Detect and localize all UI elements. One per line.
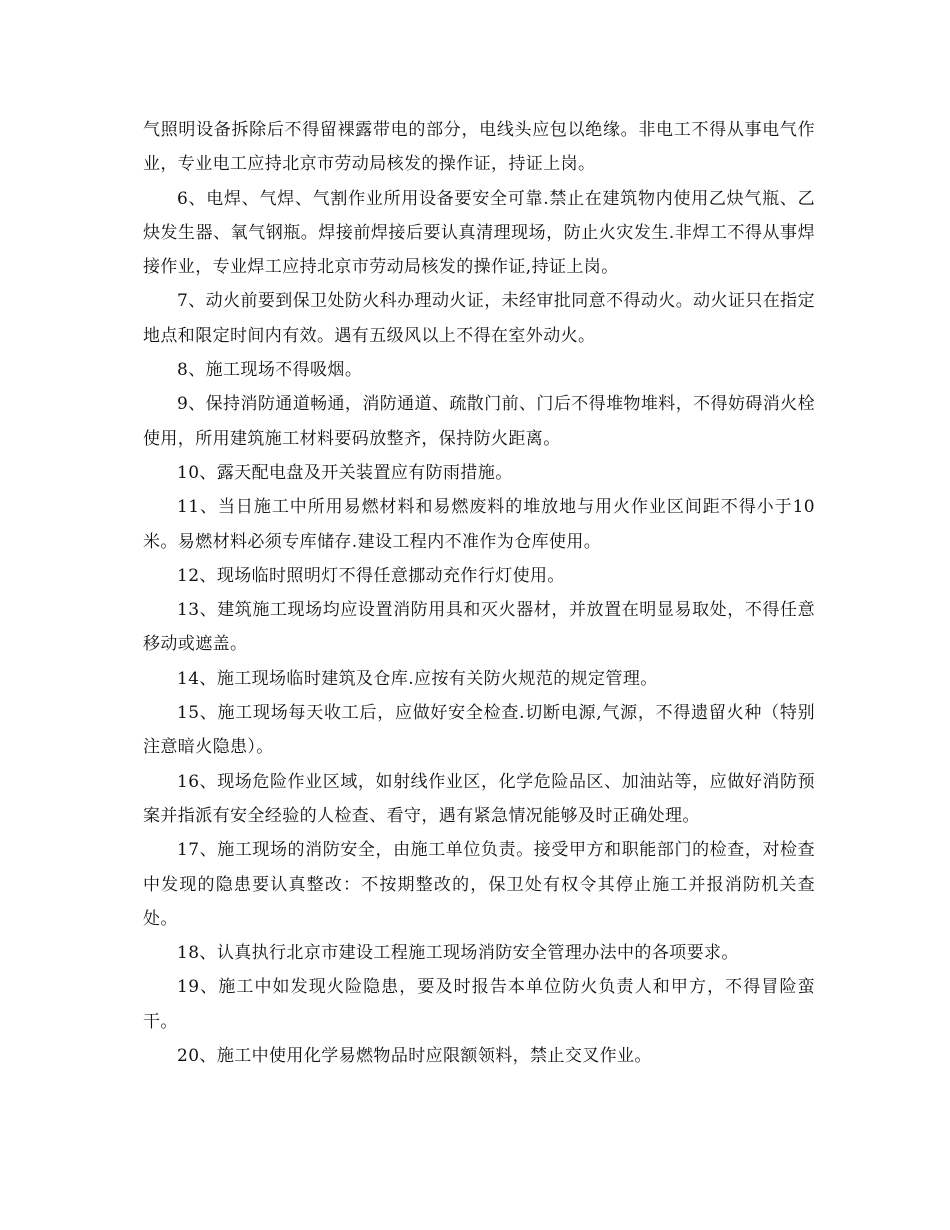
- paragraph-item-20: 20、施工中使用化学易燃物品时应限额领料，禁止交叉作业。: [177, 1046, 652, 1067]
- paragraph-item-16: 16、现场危险作业区域，如射线作业区，化学危险品区、加油站等，应做好消防预案并指派有安全经验的人检查、看守，遇有紧急情况能够及时正确处理。: [143, 771, 815, 826]
- paragraph-item-14: 14、施工现场临时建筑及仓库.应按有关防火规范的规定管理。: [177, 668, 658, 689]
- paragraph-item-17: 17、施工现场的消防安全，由施工单位负责。接受甲方和职能部门的检查，对检查中发现的隐患要认真整改：不按期整改的，保卫处有权令其停止施工并报消防机关查处。: [143, 840, 815, 929]
- paragraph-item-11: 11、当日施工中所用易燃材料和易燃废料的堆放地与用火作业区间距不得小于10米。易燃材料必须专库储存.建设工程内不准作为仓库使用。: [143, 497, 815, 552]
- paragraph-item-19: 19、施工中如发现火险隐患，要及时报告本单位防火负责人和甲方，不得冒险蛮干。: [143, 977, 815, 1032]
- paragraph-item-10: 10、露天配电盘及开关装置应有防雨措施。: [177, 462, 513, 483]
- paragraph-continuation: 气照明设备拆除后不得留裸露带电的部分，电线头应包以绝缘。非电工不得从事电气作业，专业电工应持北京市劳动局核发的操作证，持证上岗。: [143, 120, 815, 175]
- paragraph-item-15: 15、施工现场每天收工后，应做好安全检查.切断电源,气源，不得遗留火种（特别注意暗火隐患）。: [143, 703, 815, 758]
- paragraph-item-18: 18、认真执行北京市建设工程施工现场消防安全管理办法中的各项要求。: [177, 943, 739, 964]
- paragraph-item-12: 12、现场临时照明灯不得任意挪动充作行灯使用。: [177, 565, 565, 586]
- paragraph-item-13: 13、建筑施工现场均应设置消防用具和灭火器材，并放置在明显易取处，不得任意移动或遮盖。: [143, 600, 815, 655]
- paragraph-item-7: 7、动火前要到保卫处防火科办理动火证，未经审批同意不得动火。动火证只在指定地点和限定时间内有效。遇有五级风以上不得在室外动火。: [143, 291, 815, 346]
- paragraph-item-8: 8、施工现场不得吸烟。: [177, 360, 363, 381]
- paragraph-item-9: 9、保持消防通道畅通，消防通道、疏散门前、门后不得堆物堆料，不得妨碍消火栓使用，所用建筑施工材料要码放整齐，保持防火距离。: [143, 394, 815, 449]
- paragraph-item-6: 6、电焊、气焊、气割作业所用设备要安全可靠.禁止在建筑物内使用乙炔气瓶、乙炔发生器、氧气钢瓶。焊接前焊接后要认真清理现场，防止火灾发生.非焊工不得从事焊接作业，专业焊工应持北京市劳动局核发的操作证,持证上岗。: [143, 188, 815, 278]
- document-body: [143, 113, 815, 1073]
